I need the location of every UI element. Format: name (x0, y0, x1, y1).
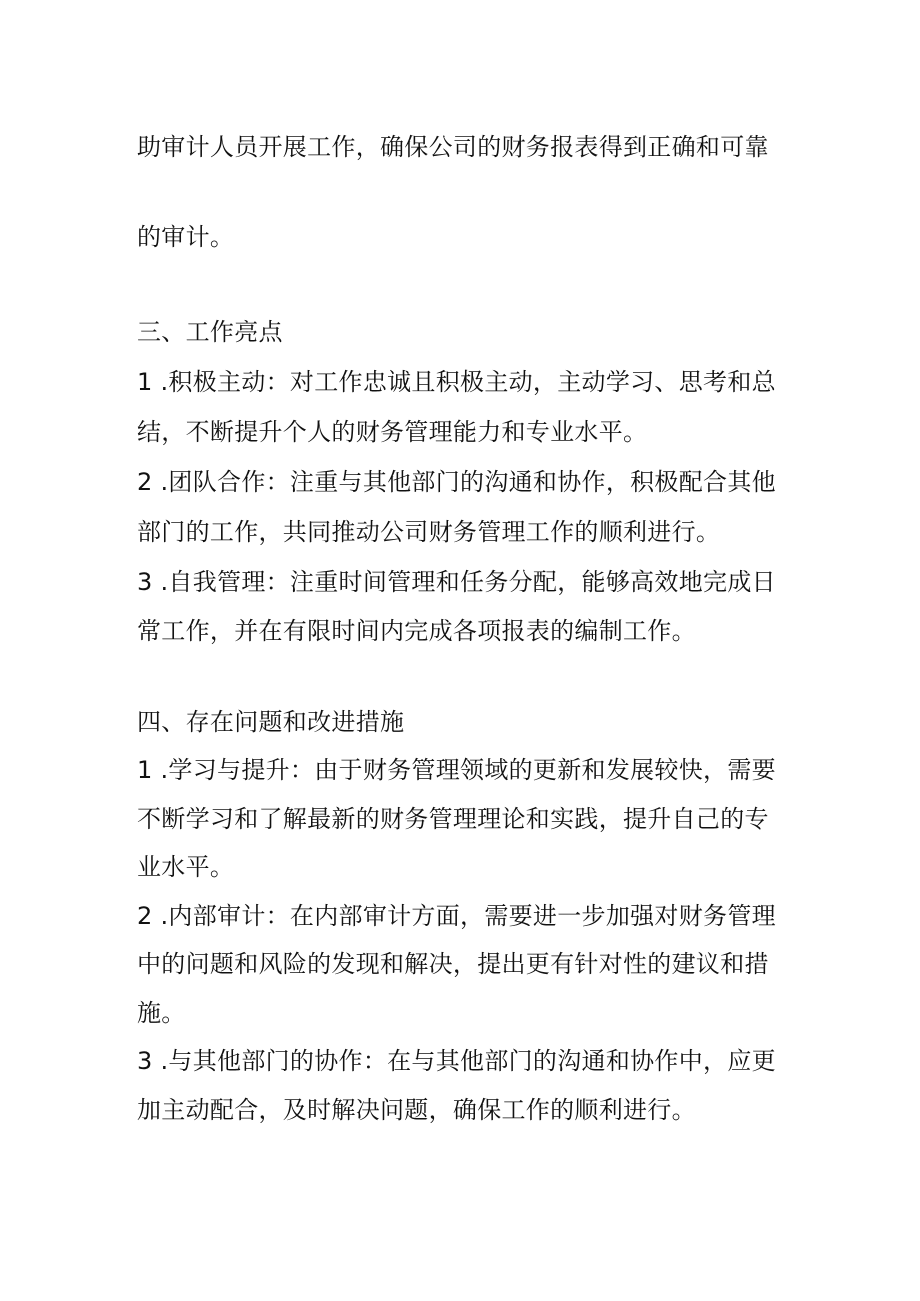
section-4-heading: 四、存在问题和改进措施 (137, 708, 405, 736)
section-4-line-5: 中的问题和风险的发现和解决，提出更有针对性的建议和措 (137, 950, 769, 978)
intro-line-2: 的审计。 (137, 223, 235, 251)
section-3-heading: 三、工作亮点 (137, 318, 283, 346)
section-4-line-7: 3 .与其他部门的协作：在与其他部门的沟通和协作中，应更 (137, 1047, 776, 1075)
section-3-line-4: 部门的工作，共同推动公司财务管理工作的顺利进行。 (137, 518, 721, 546)
section-3-line-3: 2 .团队合作：注重与其他部门的沟通和协作，积极配合其他 (137, 468, 776, 496)
intro-line-1: 助审计人员开展工作，确保公司的财务报表得到正确和可靠 (137, 133, 769, 161)
section-4-line-8: 加主动配合，及时解决问题，确保工作的顺利进行。 (137, 1096, 696, 1124)
section-4-line-2: 不断学习和了解最新的财务管理理论和实践，提升自己的专 (137, 805, 769, 833)
section-3-line-5: 3 .自我管理：注重时间管理和任务分配，能够高效地完成日 (137, 568, 776, 596)
section-4-line-4: 2 .内部审计：在内部审计方面，需要进一步加强对财务管理 (137, 902, 776, 930)
section-4-line-1: 1 .学习与提升：由于财务管理领域的更新和发展较快，需要 (137, 756, 776, 784)
section-4-line-6: 施。 (137, 999, 186, 1027)
section-3-line-1: 1 .积极主动：对工作忠诚且积极主动，主动学习、思考和总 (137, 368, 776, 396)
section-3-line-2: 结，不断提升个人的财务管理能力和专业水平。 (137, 418, 648, 446)
section-4-line-3: 业水平。 (137, 853, 235, 881)
section-3-line-6: 常工作，并在有限时间内完成各项报表的编制工作。 (137, 617, 696, 645)
